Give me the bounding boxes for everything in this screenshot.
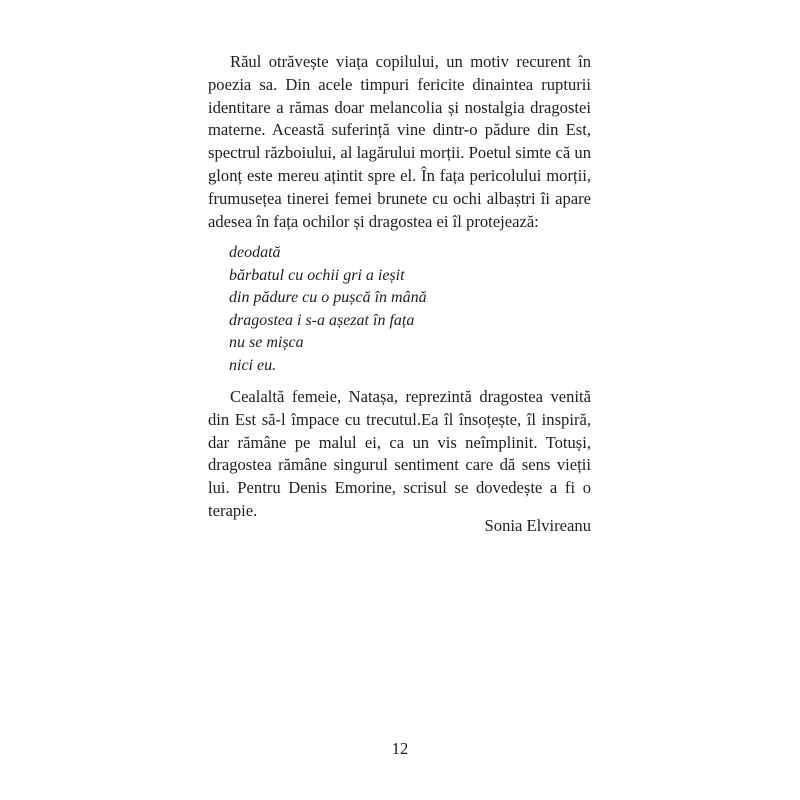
author-signature: Sonia Elvireanu: [484, 516, 591, 535]
poem-line: nici eu.: [229, 356, 277, 374]
poem-line: deodată: [229, 244, 281, 261]
paragraph-intro-text: Răul otrăvește viața copilului, un motiv recurent în poezia sa. Din acele timpuri fericite dinaintea rupturii identitare a rămas doar melancolia și nostalgia dragostei materne. Această suferință vine dintr-o pădure din Est, spectrul războiului, al lagărului morții. Poetul simte că un glonț este mereu ațintit spre el. În fața pericolului morții, frumusețea tinerei femei brunete cu ochi albaștri îi apare adesea în fața ochilor și dragostea ei îl protejează:: [208, 52, 591, 231]
poem-line: dragostea i s-a așezat în fața: [229, 311, 415, 329]
page-number: 12: [391, 739, 409, 758]
poem-line: bărbatul cu ochii gri a ieșit: [229, 266, 405, 284]
poem-line: nu se mișca: [229, 334, 304, 352]
poem-line: din pădure cu o pușcă în mână: [229, 289, 427, 307]
paragraph-intro: [208, 51, 591, 233]
paragraph-conclusion: Cealaltă femeie, Natașa, reprezintă dragostea venită din Est să-l împace cu trecutul.Ea îl însoțește, îl inspiră, dar rămâne pe malul ei, ca un vis neîmplinit. Totuși, dragostea rămâne singurul sentiment care dă sens vieții lui. Pentru Denis Emorine, scrisul se dovedește a fi o terapie.: [208, 387, 591, 520]
poem-quote: [229, 242, 559, 378]
